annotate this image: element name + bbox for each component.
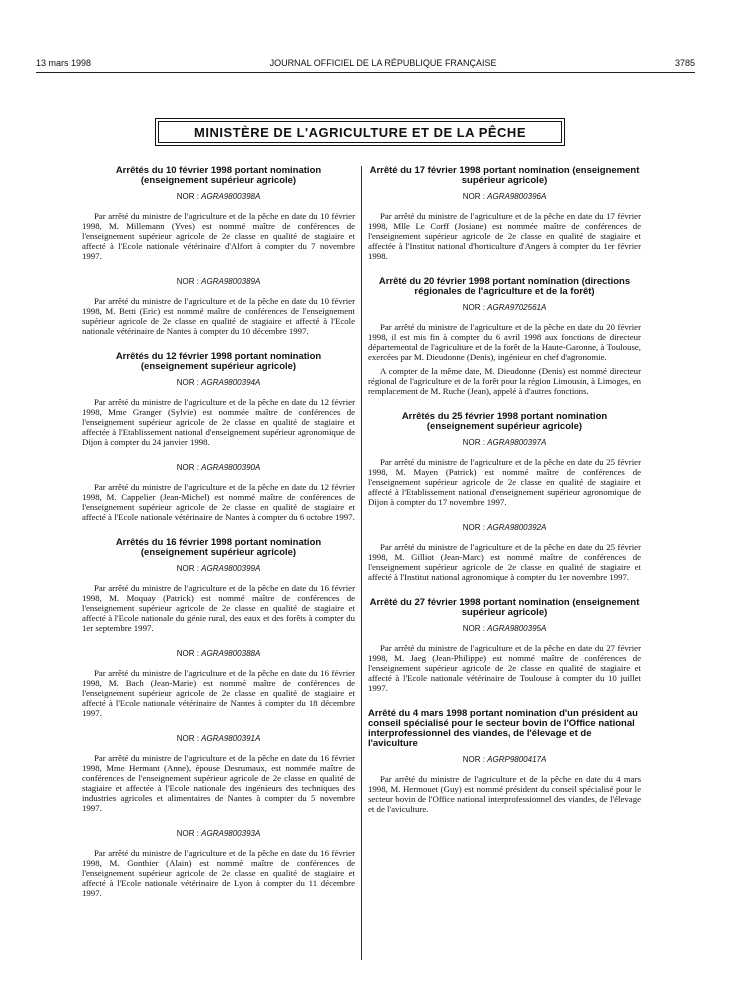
decree-entry: [82, 829, 355, 898]
nor-label: NOR :: [176, 829, 199, 838]
nor-code: AGRA9800391A: [201, 734, 261, 743]
nor-code: AGRA9800392A: [487, 523, 547, 532]
nor-reference: [82, 829, 355, 838]
nor-label: NOR :: [176, 463, 199, 472]
decree-entry: [82, 463, 355, 522]
decree-paragraph: Par arrêté du ministre de l'agriculture et de la pêche en date du 16 février 1998, M. Gonthier (Alain) est nommé maître de conférences de l'enseignement supérieur agricole de 2e classe en qualité de stagiaire et affecté à l'Ecole nationale vétérinaire de Lyon à compter du 11 décembre 1997.: [82, 848, 355, 898]
nor-reference: [82, 378, 355, 387]
decree-paragraph: Par arrêté du ministre de l'agriculture et de la pêche en date du 17 février 1998, Mlle Le Corff (Josiane) est nommée maître de conférences de l'enseignement supérieur agricole de 2e classe en qualité de stagiaire et affectée à l'Institut national d'horticulture d'Angers à compter du 1er février 1998.: [368, 211, 641, 261]
nor-code: AGRA9800393A: [201, 829, 261, 838]
column-divider: [361, 166, 362, 960]
nor-code: AGRA9800399A: [201, 564, 261, 573]
right-column: [368, 166, 641, 830]
nor-label: NOR :: [176, 192, 199, 201]
decree-paragraph: Par arrêté du ministre de l'agriculture et de la pêche en date du 25 février 1998, M. Gilliot (Jean-Marc) est nommé maître de conférences de l'enseignement supérieur agricole de 2e classe en qualité de stagiaire et affecté à l'Institut national agronomique à compter du 1er novembre 1997.: [368, 542, 641, 582]
header-rule: [36, 72, 695, 73]
decree-paragraph: A compter de la même date, M. Dieudonne (Denis) est nommé directeur régional de l'agriculture et de la forêt pour la région Limousin, à Limoges, en remplacement de M. Ruche (Jean), appelé à d'autres fonctions.: [368, 366, 641, 396]
section-title: Arrêté du 4 mars 1998 portant nomination d'un président au conseil spécialisé pour le secteur bovin de l'Office national interprofessionnel des viandes, de l'élevage et de l'aviculture: [368, 708, 638, 749]
nor-label: NOR :: [462, 523, 485, 532]
decree-entry: [368, 438, 641, 507]
section-title: Arrêté du 20 février 1998 portant nomination (directions régionales de l'agriculture et de la forêt): [378, 276, 631, 297]
left-column: [82, 166, 355, 914]
nor-reference: [82, 649, 355, 658]
decree-entry: [82, 192, 355, 261]
nor-label: NOR :: [176, 734, 199, 743]
decree-section: [368, 598, 641, 693]
nor-code: AGRA9800396A: [487, 192, 547, 201]
decree-section: [82, 538, 355, 898]
decree-paragraph: Par arrêté du ministre de l'agriculture et de la pêche en date du 16 février 1998, M. Bach (Jean-Marie) est nommé maître de conférences de l'enseignement supérieur agricole de 2e classe en qualité de stagiaire et affecté à l'Ecole nationale vétérinaire de Nantes à compter du 18 décembre 1997.: [82, 668, 355, 718]
nor-code: AGRA9800397A: [487, 438, 547, 447]
decree-entry: [82, 378, 355, 447]
nor-code: AGRA9800389A: [201, 277, 261, 286]
decree-paragraph: Par arrêté du ministre de l'agriculture et de la pêche en date du 16 février 1998, M. Moquay (Patrick) est nommé maître de conférences de l'enseignement supérieur agricole de 2e classe en qualité de stagiaire et affecté à l'Ecole nationale du génie rural, des eaux et des forêts à compter du 1er septembre 1997.: [82, 583, 355, 633]
ministry-title: MINISTÈRE DE L'AGRICULTURE ET DE LA PÊCHE: [158, 121, 562, 143]
nor-reference: [368, 192, 641, 201]
page-number: 3785: [674, 58, 695, 68]
header-date: 13 mars 1998: [36, 58, 92, 68]
decree-entry: [82, 649, 355, 718]
nor-label: NOR :: [462, 755, 485, 764]
nor-reference: [368, 523, 641, 532]
nor-label: NOR :: [462, 438, 485, 447]
nor-code: AGRA9800398A: [201, 192, 261, 201]
decree-section: [82, 352, 355, 522]
running-head: [36, 56, 695, 70]
section-title: Arrêtés du 25 février 1998 portant nomination (enseignement supérieur agricole): [401, 411, 608, 432]
decree-section: [82, 166, 355, 336]
decree-entry: [368, 303, 641, 396]
nor-label: NOR :: [462, 624, 485, 633]
decree-section: [368, 166, 641, 261]
decree-entry: [82, 277, 355, 336]
nor-label: NOR :: [462, 192, 485, 201]
nor-label: NOR :: [462, 303, 485, 312]
nor-code: AGRA9800395A: [487, 624, 547, 633]
decree-paragraph: Par arrêté du ministre de l'agriculture et de la pêche en date du 10 février 1998, M. Millemann (Yves) est nommé maître de conférences de l'enseignement supérieur agricole de 2e classe en qualité de stagiaire et affecté à l'Ecole nationale vétérinaire d'Alfort à compter du 7 novembre 1997.: [82, 211, 355, 261]
nor-reference: [82, 277, 355, 286]
nor-label: NOR :: [176, 649, 199, 658]
section-title: Arrêtés du 10 février 1998 portant nomination (enseignement supérieur agricole): [115, 165, 322, 186]
section-title: Arrêté du 17 février 1998 portant nomination (enseignement supérieur agricole): [369, 165, 640, 186]
nor-reference: [82, 192, 355, 201]
section-title: Arrêtés du 16 février 1998 portant nomination (enseignement supérieur agricole): [115, 537, 322, 558]
decree-entry: [82, 734, 355, 813]
nor-reference: [82, 564, 355, 573]
decree-paragraph: Par arrêté du ministre de l'agriculture et de la pêche en date du 10 février 1998, M. Betti (Eric) est nommé maître de conférences de l'enseignement supérieur agricole de 2e classe en qualité de stagiaire et affecté à l'Ecole nationale vétérinaire de Nantes à compter du 10 décembre 1997.: [82, 296, 355, 336]
section-title: Arrêtés du 12 février 1998 portant nomination (enseignement supérieur agricole): [115, 351, 322, 372]
nor-reference: [82, 463, 355, 472]
nor-code: AGRA9800394A: [201, 378, 261, 387]
nor-code: AGRA9800390A: [201, 463, 261, 472]
decree-entry: [82, 564, 355, 633]
nor-code: AGRA9800388A: [201, 649, 261, 658]
ministry-box: [155, 118, 565, 146]
nor-code: AGRP9800417A: [487, 755, 547, 764]
nor-code: AGRA9702561A: [487, 303, 547, 312]
nor-reference: [368, 624, 641, 633]
decree-entry: [368, 523, 641, 582]
decree-paragraph: Par arrêté du ministre de l'agriculture et de la pêche en date du 12 février 1998, M. Cappelier (Jean-Michel) est nommé maître de conférences de l'enseignement supérieur agricole de 2e classe en qualité de stagiaire et affecté à l'Ecole nationale vétérinaire de Nantes à compter du 6 octobre 1997.: [82, 482, 355, 522]
decree-paragraph: Par arrêté du ministre de l'agriculture et de la pêche en date du 20 février 1998, il est mis fin à compter du 6 avril 1998 aux fonctions de directeur départemental de l'agriculture et de la forêt de la Haute-Garonne, à Toulouse, exercées par M. Dieudonne (Denis), ingénieur en chef d'agronomie.: [368, 322, 641, 362]
nor-label: NOR :: [176, 277, 199, 286]
journal-title: JOURNAL OFFICIEL DE LA RÉPUBLIQUE FRANÇAISE: [269, 58, 497, 68]
nor-reference: [82, 734, 355, 743]
decree-entry: [368, 192, 641, 261]
decree-entry: [368, 755, 641, 814]
decree-paragraph: Par arrêté du ministre de l'agriculture et de la pêche en date du 12 février 1998, Mme Granger (Sylvie) est nommée maître de conférences de l'enseignement supérieur agricole de 2e classe en qualité de stagiaire et affectée à l'Etablissement national d'enseignement supérieur agronomique de Dijon à compter du 24 janvier 1998.: [82, 397, 355, 447]
section-title: Arrêté du 27 février 1998 portant nomination (enseignement supérieur agricole): [369, 597, 640, 618]
decree-paragraph: Par arrêté du ministre de l'agriculture et de la pêche en date du 27 février 1998, M. Jaeg (Jean-Philippe) est nommé maître de conférences de l'enseignement supérieur agricole de 2e classe en qualité de stagiaire et affecté à l'Ecole nationale vétérinaire de Toulouse à compter du 10 juillet 1997.: [368, 643, 641, 693]
decree-section: [368, 412, 641, 582]
decree-section: [368, 709, 641, 814]
nor-label: NOR :: [176, 378, 199, 387]
decree-section: [368, 277, 641, 396]
decree-paragraph: Par arrêté du ministre de l'agriculture et de la pêche en date du 4 mars 1998, M. Hermouet (Guy) est nommé président du conseil spécialisé pour le secteur bovin de l'Office national interprofessionnel des viandes, de l'élevage et de l'aviculture.: [368, 774, 641, 814]
nor-label: NOR :: [176, 564, 199, 573]
nor-reference: [368, 755, 641, 764]
decree-paragraph: Par arrêté du ministre de l'agriculture et de la pêche en date du 16 février 1998, Mme Hermant (Anne), épouse Desrumaux, est nommée maître de conférences de l'enseignement supérieur agricole de 2e classe en qualité de stagiaire et affectée à l'Ecole nationale des ingénieurs des techniques des industries agricoles et alimentaires de Nantes à compter du 5 novembre 1997.: [82, 753, 355, 813]
nor-reference: [368, 438, 641, 447]
nor-reference: [368, 303, 641, 312]
decree-paragraph: Par arrêté du ministre de l'agriculture et de la pêche en date du 25 février 1998, M. Mayen (Patrick) est nommé maître de conférences de l'enseignement supérieur agricole de 2e classe en qualité de stagiaire et affecté à l'Etablissement national d'enseignement supérieur agronomique de Dijon à compter du 17 novembre 1997.: [368, 457, 641, 507]
decree-entry: [368, 624, 641, 693]
